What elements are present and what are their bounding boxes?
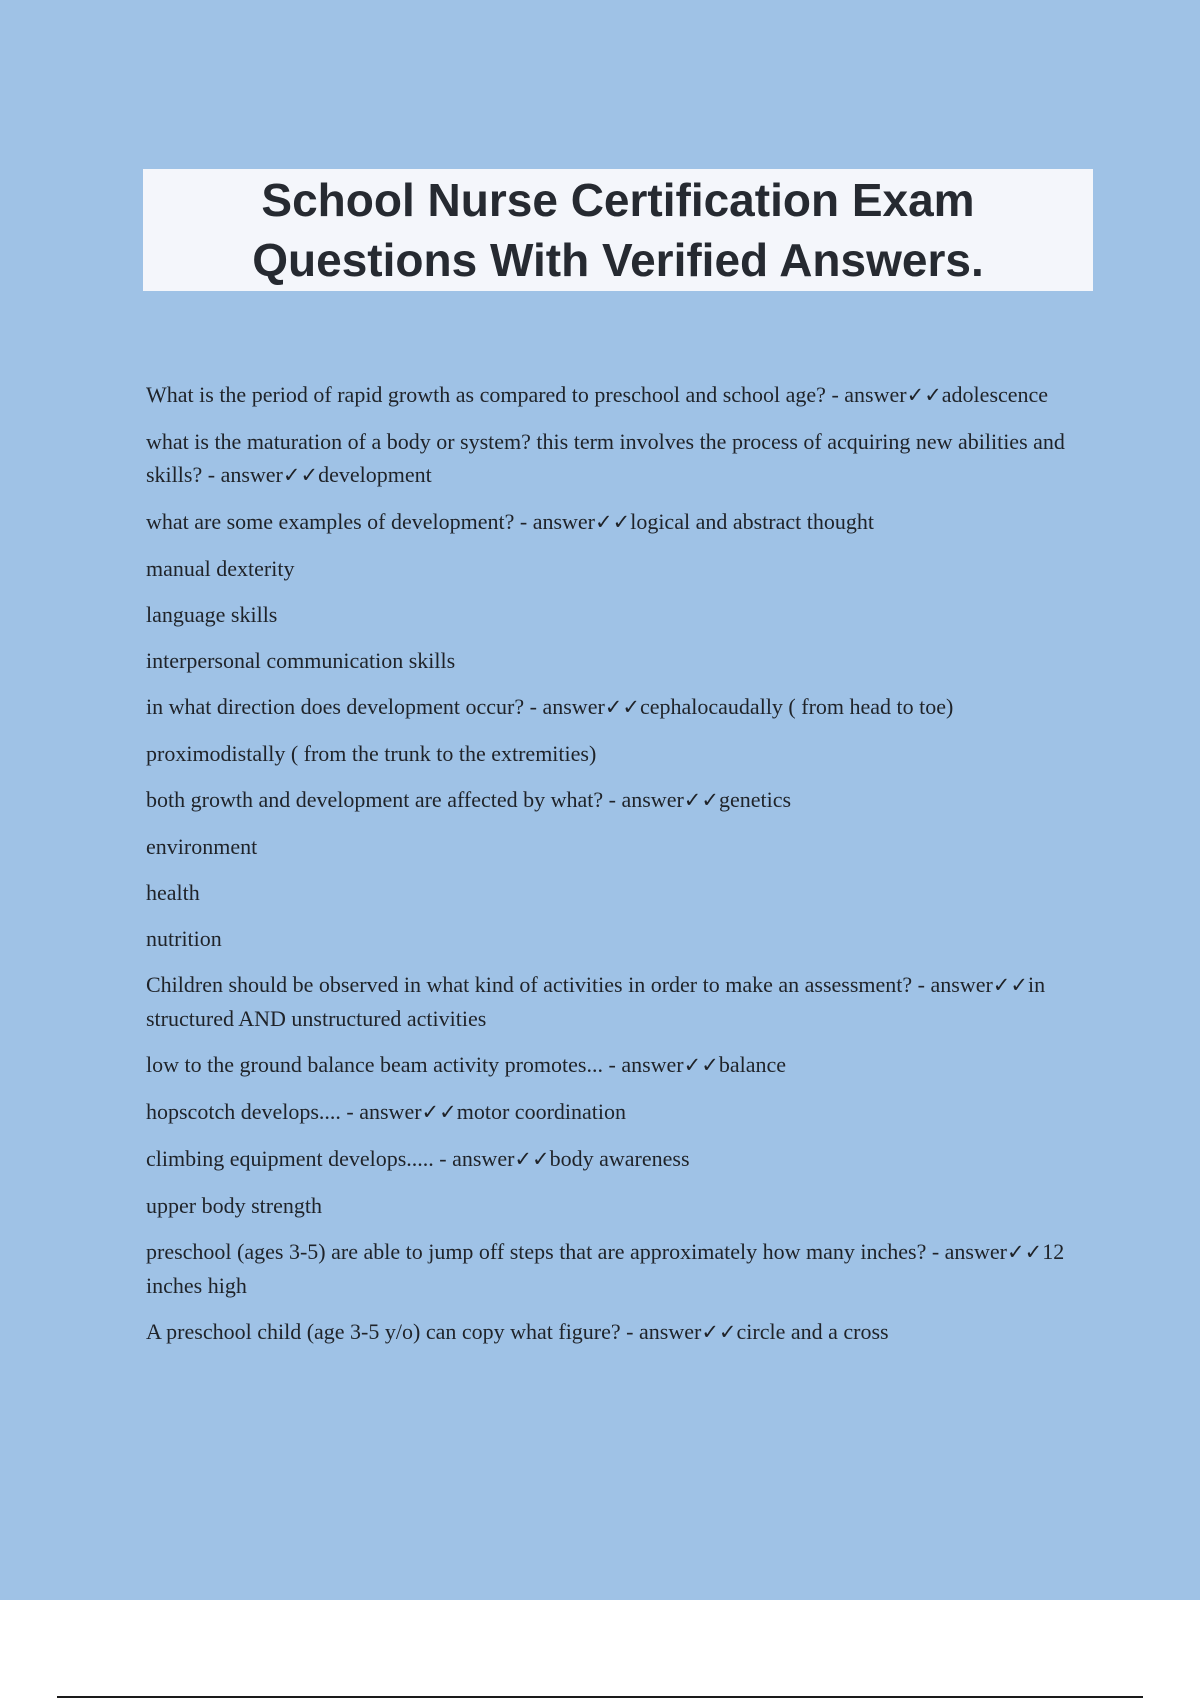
- checkmark-icon: ✓✓: [1006, 1240, 1043, 1264]
- answer-continuation: interpersonal communication skills: [146, 648, 456, 673]
- qa-entry: [146, 552, 1066, 585]
- answer-label: answer: [359, 1099, 422, 1124]
- qa-entry: [146, 737, 1066, 770]
- answer-label: answer: [532, 509, 595, 534]
- checkmark-icon: ✓✓: [595, 510, 631, 534]
- answer-text: adolescence: [941, 382, 1049, 407]
- answer-label: answer: [621, 787, 684, 812]
- qa-entry: [146, 378, 1066, 412]
- answer-text: motor coordination: [456, 1099, 626, 1124]
- qa-entry: [146, 505, 1066, 539]
- checkmark-icon: ✓✓: [604, 695, 640, 719]
- checkmark-icon: ✓✓: [683, 788, 719, 812]
- answer-label: answer: [452, 1146, 515, 1171]
- qa-entry: [146, 1048, 1066, 1082]
- checkmark-icon: ✓✓: [282, 463, 319, 487]
- question-text: low to the ground balance beam activity promotes... -: [146, 1052, 622, 1077]
- qa-entry: [146, 1095, 1066, 1129]
- qa-entry: [146, 1142, 1066, 1176]
- qa-list: [146, 378, 1066, 1362]
- answer-text: in structured AND unstructured activities: [146, 972, 1046, 1031]
- question-text: Children should be observed in what kind of activities in order to make an assessment? -: [146, 972, 931, 997]
- checkmark-icon: ✓✓: [514, 1147, 550, 1171]
- qa-entry: [146, 690, 1066, 724]
- question-text: A preschool child (age 3-5 y/o) can copy what figure? -: [146, 1319, 639, 1344]
- answer-label: answer: [542, 694, 605, 719]
- answer-text: balance: [718, 1052, 786, 1077]
- qa-entry: [146, 1235, 1066, 1302]
- footer-divider: [57, 1696, 1143, 1698]
- qa-entry: [146, 783, 1066, 817]
- question-text: climbing equipment develops..... -: [146, 1146, 453, 1171]
- answer-text: 12 inches high: [146, 1239, 1065, 1298]
- answer-continuation: proximodistally ( from the trunk to the extremities): [146, 741, 597, 766]
- checkmark-icon: ✓✓: [906, 383, 942, 407]
- answer-label: answer: [220, 462, 283, 487]
- qa-entry: [146, 1315, 1066, 1349]
- answer-label: answer: [844, 382, 907, 407]
- answer-continuation: manual dexterity: [146, 556, 295, 581]
- page-title-line-1: School Nurse Certification Exam: [261, 174, 975, 226]
- answer-text: body awareness: [549, 1146, 690, 1171]
- question-text: both growth and development are affected by what? -: [146, 787, 622, 812]
- question-text: in what direction does development occur? -: [146, 694, 543, 719]
- qa-entry: [146, 1189, 1066, 1222]
- page-title-line-2: Questions With Verified Answers.: [252, 234, 984, 286]
- question-text: what is the maturation of a body or system? this term involves the process of acquiring new abilities and skills? -: [146, 429, 1065, 487]
- question-text: What is the period of rapid growth as compared to preschool and school age? -: [146, 382, 845, 407]
- checkmark-icon: ✓✓: [683, 1053, 719, 1077]
- qa-entry: [146, 968, 1066, 1035]
- qa-entry: [146, 644, 1066, 677]
- qa-entry: [146, 598, 1066, 631]
- question-text: what are some examples of development? -: [146, 509, 533, 534]
- answer-text: circle and a cross: [736, 1319, 889, 1344]
- title-banner: [143, 169, 1093, 291]
- answer-continuation: upper body strength: [146, 1193, 322, 1218]
- answer-label: answer: [621, 1052, 684, 1077]
- answer-label: answer: [930, 972, 993, 997]
- question-text: hopscotch develops.... -: [146, 1099, 360, 1124]
- answer-text: cephalocaudally ( from head to toe): [640, 694, 954, 719]
- answer-continuation: health: [146, 880, 200, 905]
- checkmark-icon: ✓✓: [421, 1100, 457, 1124]
- qa-entry: [146, 425, 1066, 492]
- qa-entry: [146, 830, 1066, 863]
- qa-entry: [146, 922, 1066, 955]
- question-text: preschool (ages 3-5) are able to jump off steps that are approximately how many inches? -: [146, 1239, 945, 1264]
- answer-continuation: environment: [146, 834, 258, 859]
- answer-text: development: [318, 462, 432, 487]
- qa-entry: [146, 876, 1066, 909]
- answer-text: genetics: [719, 787, 792, 812]
- checkmark-icon: ✓✓: [701, 1320, 737, 1344]
- answer-label: answer: [639, 1319, 702, 1344]
- answer-continuation: nutrition: [146, 926, 222, 951]
- answer-continuation: language skills: [146, 602, 278, 627]
- answer-text: logical and abstract thought: [630, 509, 874, 534]
- checkmark-icon: ✓✓: [992, 973, 1028, 997]
- answer-label: answer: [944, 1239, 1007, 1264]
